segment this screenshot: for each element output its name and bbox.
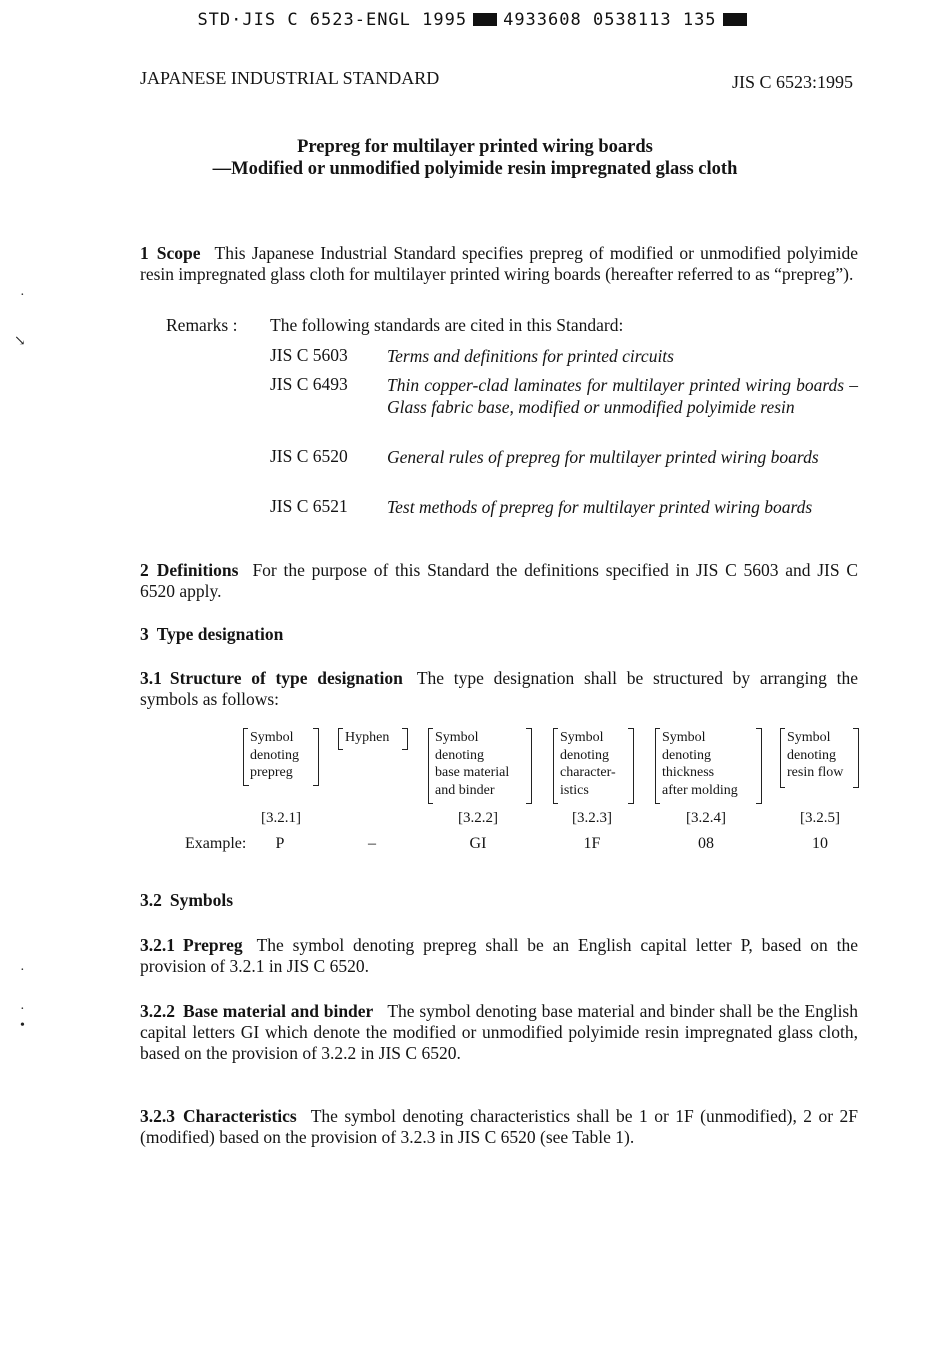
section-heading: Structure of type designation bbox=[169, 668, 403, 688]
section-type-designation bbox=[140, 624, 858, 645]
section-number: 3.2.3 bbox=[140, 1106, 175, 1126]
remarks-label: Remarks : bbox=[166, 315, 238, 335]
section-heading: Symbols bbox=[169, 890, 234, 910]
example-label: Example: bbox=[185, 835, 247, 852]
section-heading: Type designation bbox=[156, 624, 284, 644]
symbol-line: denoting bbox=[560, 747, 609, 763]
document-id-line bbox=[0, 10, 950, 30]
section-number: 3.2 bbox=[140, 890, 162, 910]
symbol-box-hyphen bbox=[338, 728, 408, 750]
section-heading: Characteristics bbox=[183, 1106, 297, 1126]
section-number: 3 bbox=[140, 624, 149, 644]
symbol-line: istics bbox=[560, 782, 589, 798]
margin-mark: · bbox=[20, 1002, 25, 1017]
barcode-block-2 bbox=[723, 13, 747, 26]
ref-code: JIS C 6521 bbox=[270, 496, 348, 516]
symbol-line: after molding bbox=[662, 782, 738, 798]
section-scope bbox=[140, 243, 858, 285]
symbol-line: resin flow bbox=[787, 765, 844, 780]
symbol-line: Symbol bbox=[250, 730, 294, 745]
margin-mark: · bbox=[20, 288, 25, 303]
symbol-line: and binder bbox=[435, 782, 495, 798]
symbol-line: Hyphen bbox=[345, 730, 390, 745]
margin-mark: • bbox=[20, 1018, 25, 1033]
section-text: This Japanese Industrial Standard specifies prepreg of modified or unmodified polyimide resin impregnated glass cloth for multilayer printed wiring boards (hereafter referred to as “prepreg”). bbox=[140, 243, 858, 284]
clause-ref: [3.2.2] bbox=[458, 810, 498, 826]
section-text: The type designation shall be structured by arranging the symbols as follows: bbox=[140, 668, 858, 709]
section-heading: Definitions bbox=[156, 560, 239, 580]
example-value: GI bbox=[469, 835, 487, 852]
example-value: 1F bbox=[583, 835, 601, 852]
title-line-2: —Modified or unmodified polyimide resin impregnated glass cloth bbox=[212, 159, 738, 179]
remarks-intro: The following standards are cited in this Standard: bbox=[270, 315, 624, 335]
example-value: – bbox=[368, 835, 376, 852]
symbol-box-prepreg bbox=[243, 728, 319, 786]
section-characteristics bbox=[140, 1106, 858, 1148]
document-code: STD·JIS C 6523-ENGL 1995 bbox=[197, 10, 468, 30]
clause-ref: [3.2.1] bbox=[261, 810, 301, 826]
title-line-1: Prepreg for multilayer printed wiring boards bbox=[297, 137, 653, 157]
section-number: 3.2.1 bbox=[140, 935, 175, 955]
symbol-line: thickness bbox=[662, 765, 715, 780]
symbol-line: denoting bbox=[435, 747, 484, 763]
example-value: P bbox=[275, 835, 285, 852]
example-value: 08 bbox=[698, 835, 714, 852]
section-number: 3.2.2 bbox=[140, 1001, 175, 1021]
symbol-line: denoting bbox=[250, 747, 299, 763]
section-text: The symbol denoting characteristics shall be 1 or 1F (unmodified), 2 or 2F (modified) based on the provision of 3.2.3 in JIS C 6520 (see Table 1). bbox=[140, 1106, 858, 1147]
section-number: 1 bbox=[140, 243, 149, 263]
section-heading: Prepreg bbox=[183, 935, 243, 955]
section-text: The symbol denoting prepreg shall be an English capital letter P, based on the provision of 3.2.1 in JIS C 6520. bbox=[140, 935, 858, 976]
section-heading: Scope bbox=[156, 243, 201, 263]
margin-mark: ↘ bbox=[14, 334, 26, 349]
symbol-line: Symbol bbox=[662, 730, 706, 745]
symbol-line: character- bbox=[560, 765, 616, 780]
symbol-box-thickness bbox=[655, 728, 762, 804]
symbol-line: base material bbox=[435, 765, 510, 780]
ref-code: JIS C 6493 bbox=[270, 374, 348, 394]
section-definitions bbox=[140, 560, 858, 602]
symbol-box-characteristics bbox=[553, 728, 634, 804]
symbol-line: prepreg bbox=[250, 765, 293, 780]
standard-label: JAPANESE INDUSTRIAL STANDARD bbox=[140, 68, 440, 88]
document-serial: 4933608 0538113 135 bbox=[503, 10, 717, 30]
margin-mark: · bbox=[20, 963, 25, 978]
standard-number: JIS C 6523:1995 bbox=[731, 72, 853, 92]
clause-ref: [3.2.5] bbox=[800, 810, 840, 826]
symbol-line: Symbol bbox=[435, 730, 479, 745]
symbol-box-resin-flow bbox=[780, 728, 859, 788]
section-heading: Base material and binder bbox=[183, 1001, 374, 1021]
section-symbols bbox=[140, 890, 858, 911]
barcode-block-1 bbox=[473, 13, 497, 26]
ref-title: Test methods of prepreg for multilayer printed wiring boards bbox=[387, 497, 813, 517]
section-text: The symbol denoting base material and binder shall be the English capital letters GI which denote the modified or unmodified polyimide resin impregnated glass cloth, based on the provision of 3.2.2 in JIS C 6520. bbox=[140, 1001, 858, 1063]
ref-title: Terms and definitions for printed circuits bbox=[387, 346, 674, 366]
symbol-box-base-material bbox=[428, 728, 532, 804]
ref-title: General rules of prepreg for multilayer printed wiring boards bbox=[387, 447, 819, 467]
symbol-line: Symbol bbox=[560, 730, 604, 745]
example-value: 10 bbox=[812, 835, 828, 852]
page-title bbox=[0, 136, 950, 180]
section-prepreg bbox=[140, 935, 858, 977]
symbol-line: denoting bbox=[787, 747, 836, 763]
section-number: 2 bbox=[140, 560, 149, 580]
clause-ref: [3.2.3] bbox=[572, 810, 612, 826]
section-text: For the purpose of this Standard the definitions specified in JIS C 5603 and JIS C 6520 apply. bbox=[140, 560, 858, 601]
section-number: 3.1 bbox=[140, 668, 162, 688]
section-structure bbox=[140, 668, 858, 710]
ref-title: Thin copper-clad laminates for multilayer printed wiring boards – Glass fabric base, modified or unmodified polyimide resin bbox=[387, 375, 858, 417]
clause-ref: [3.2.4] bbox=[686, 810, 726, 826]
section-base-material bbox=[140, 1001, 858, 1064]
ref-code: JIS C 6520 bbox=[270, 446, 348, 466]
symbol-line: denoting bbox=[662, 747, 711, 763]
symbol-line: Symbol bbox=[787, 730, 831, 745]
ref-code: JIS C 5603 bbox=[270, 345, 348, 365]
